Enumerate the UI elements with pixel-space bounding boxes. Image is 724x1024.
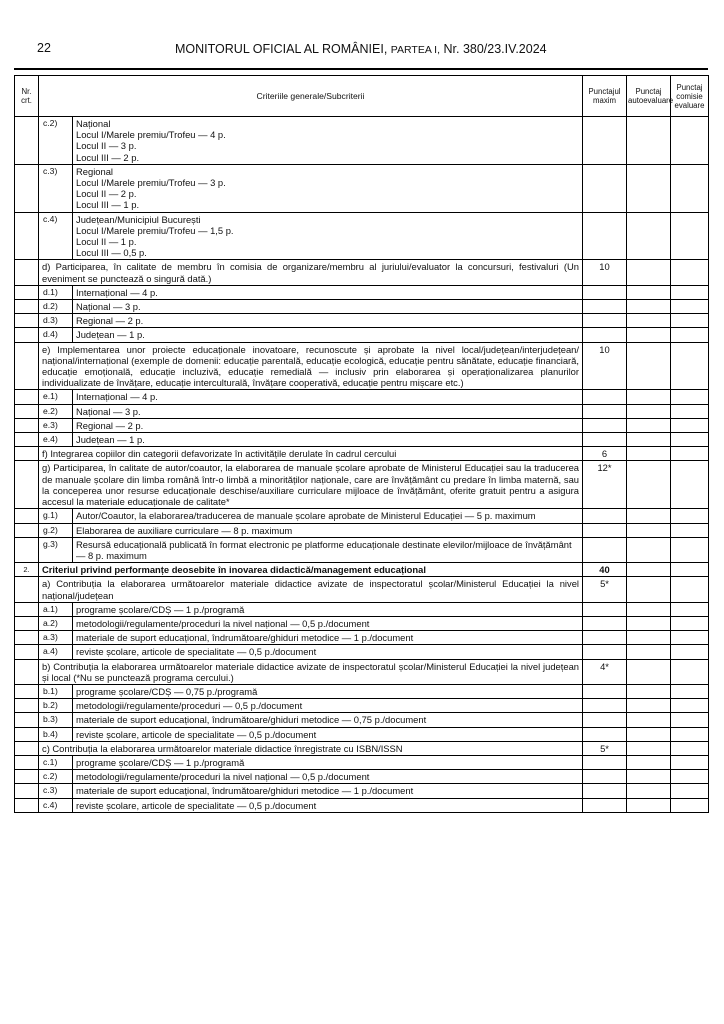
subcriterion-text	[73, 684, 583, 698]
committee-eval-cell	[671, 260, 709, 285]
self-eval-cell	[627, 404, 671, 418]
subcriterion-text	[73, 523, 583, 537]
subcriterion-code: c.4)	[39, 212, 73, 260]
subcriterion-line: materiale de suport educațional, îndrumătoare/ghiduri metodice — 0,75 p./document	[76, 714, 427, 726]
subcriterion-code: d.3)	[39, 314, 73, 328]
self-eval-cell	[627, 577, 671, 602]
committee-eval-cell	[671, 684, 709, 698]
max-points-cell	[583, 713, 627, 727]
row-number-cell	[15, 260, 39, 285]
self-eval-cell	[627, 260, 671, 285]
table-row	[15, 260, 709, 285]
subcriterion-text	[73, 509, 583, 523]
self-eval-cell	[627, 616, 671, 630]
self-eval-cell	[627, 537, 671, 562]
subcriterion-line: Internațional — 4 p.	[76, 286, 158, 298]
row-number-cell	[15, 602, 39, 616]
table-body	[15, 117, 709, 813]
subcriterion-code: a.4)	[39, 645, 73, 659]
max-points-cell	[583, 390, 627, 404]
committee-eval-cell	[671, 164, 709, 212]
subcriterion-text	[73, 314, 583, 328]
committee-eval-cell	[671, 784, 709, 798]
subcriterion-line: materiale de suport educațional, îndrumătoare/ghiduri metodice — 1 p./document	[76, 632, 414, 644]
subcriterion-code: c.2)	[39, 770, 73, 784]
row-number-cell	[15, 784, 39, 798]
row-number-cell	[15, 616, 39, 630]
self-eval-cell	[627, 342, 671, 390]
table-row	[15, 563, 709, 577]
table-row	[15, 212, 709, 260]
subcriterion-line: metodologii/regulamente/proceduri la nivel național — 0,5 p./document	[76, 771, 370, 783]
subcriterion-code: c.3)	[39, 164, 73, 212]
committee-eval-cell	[671, 509, 709, 523]
page-number: 22	[37, 41, 51, 55]
self-eval-cell	[627, 727, 671, 741]
self-eval-cell	[627, 164, 671, 212]
max-points-cell	[583, 784, 627, 798]
table-row	[15, 328, 709, 342]
self-eval-cell	[627, 212, 671, 260]
subcriterion-line: Locul II — 3 p.	[76, 140, 137, 152]
table-row	[15, 602, 709, 616]
subcriterion-code: d.1)	[39, 285, 73, 299]
subcriterion-text	[73, 433, 583, 447]
committee-eval-cell	[671, 404, 709, 418]
committee-eval-cell	[671, 602, 709, 616]
committee-eval-cell	[671, 447, 709, 461]
committee-eval-cell	[671, 212, 709, 260]
self-eval-cell	[627, 798, 671, 812]
page-header	[175, 42, 547, 56]
subcriterion-code: c.4)	[39, 798, 73, 812]
self-eval-cell	[627, 713, 671, 727]
row-number-cell	[15, 713, 39, 727]
subcriterion-code: b.4)	[39, 727, 73, 741]
row-number-cell	[15, 418, 39, 432]
col-header-criteria: Criteriile generale/Subcriterii	[39, 76, 583, 117]
subcriterion-text	[73, 784, 583, 798]
row-number-cell	[15, 770, 39, 784]
subcriterion-line: Locul III — 0,5 p.	[76, 247, 147, 259]
subcriterion-line: Județean/Municipiul București	[76, 213, 201, 225]
self-eval-cell	[627, 433, 671, 447]
header-title: MONITORUL OFICIAL AL ROMÂNIEI,	[175, 42, 388, 56]
row-number-cell	[15, 798, 39, 812]
table-row	[15, 631, 709, 645]
committee-eval-cell	[671, 537, 709, 562]
header-issue: Nr. 380/23.IV.2024	[443, 42, 547, 56]
subcriterion-line: Locul II — 2 p.	[76, 188, 137, 200]
subcriterion-line: programe școlare/CDȘ — 1 p./programă	[76, 603, 245, 615]
max-points-cell	[583, 300, 627, 314]
committee-eval-cell	[671, 328, 709, 342]
committee-eval-cell	[671, 314, 709, 328]
max-points-cell	[583, 418, 627, 432]
criteria-table	[14, 75, 709, 813]
self-eval-cell	[627, 741, 671, 755]
subcriterion-text	[73, 328, 583, 342]
row-number-cell	[15, 537, 39, 562]
table-row	[15, 509, 709, 523]
row-number-cell	[15, 300, 39, 314]
row-number-cell	[15, 699, 39, 713]
max-points-cell: 4*	[583, 659, 627, 684]
table-row	[15, 537, 709, 562]
criterion-text: a) Contribuția la elaborarea următoarelor materiale didactice avizate de inspectoratul școlar/Ministerul Educației la nivel național/județean	[39, 577, 583, 602]
subcriterion-code: b.2)	[39, 699, 73, 713]
self-eval-cell	[627, 523, 671, 537]
criterion-text: d) Participarea, în calitate de membru în comisia de organizare/membru al juriului/evaluator la concursuri, festivaluri (Un eveniment se punctează o singură dată.)	[39, 260, 583, 285]
row-number-cell	[15, 342, 39, 390]
table-row	[15, 314, 709, 328]
subcriterion-text	[73, 713, 583, 727]
subcriterion-line: Locul II — 1 p.	[76, 236, 137, 248]
max-points-cell	[583, 616, 627, 630]
col-header-committee: Punctaj comisie evaluare	[671, 76, 709, 117]
criterion-title: Criteriul privind performanțe deosebite în inovarea didactică/management educațional	[39, 563, 583, 577]
committee-eval-cell	[671, 727, 709, 741]
subcriterion-line: Național — 3 p.	[76, 301, 141, 313]
committee-eval-cell	[671, 699, 709, 713]
self-eval-cell	[627, 418, 671, 432]
subcriterion-text	[73, 602, 583, 616]
table-row	[15, 577, 709, 602]
criterion-text: c) Contribuția la elaborarea următoarelor materiale didactice înregistrate cu ISBN/ISSN	[39, 741, 583, 755]
self-eval-cell	[627, 447, 671, 461]
self-eval-cell	[627, 659, 671, 684]
self-eval-cell	[627, 645, 671, 659]
committee-eval-cell	[671, 770, 709, 784]
table-row	[15, 699, 709, 713]
committee-eval-cell	[671, 741, 709, 755]
committee-eval-cell	[671, 300, 709, 314]
subcriterion-line: Național	[76, 118, 111, 129]
table-header-row	[15, 76, 709, 117]
max-points-cell	[583, 798, 627, 812]
subcriterion-line: Internațional — 4 p.	[76, 391, 158, 403]
subcriterion-text	[73, 285, 583, 299]
header-part: PARTEA I,	[390, 44, 441, 56]
row-number-cell	[15, 314, 39, 328]
subcriterion-line: Resursă educațională publicată în format electronic pe platforme educaționale destinate elevilor/mijloace de învățământ — 8 p. maximum	[76, 538, 572, 561]
subcriterion-code: b.3)	[39, 713, 73, 727]
subcriterion-code: a.1)	[39, 602, 73, 616]
subcriterion-code: g.3)	[39, 537, 73, 562]
subcriterion-line: reviste școlare, articole de specialitate — 0,5 p./document	[76, 799, 317, 811]
committee-eval-cell	[671, 798, 709, 812]
row-number-cell	[15, 447, 39, 461]
table-row	[15, 300, 709, 314]
table-row	[15, 713, 709, 727]
max-points-cell: 40	[583, 563, 627, 577]
max-points-cell	[583, 433, 627, 447]
subcriterion-code: b.1)	[39, 684, 73, 698]
max-points-cell	[583, 602, 627, 616]
committee-eval-cell	[671, 117, 709, 165]
subcriterion-text	[73, 390, 583, 404]
row-number-cell	[15, 390, 39, 404]
max-points-cell	[583, 212, 627, 260]
subcriterion-code: e.4)	[39, 433, 73, 447]
header-rule	[14, 68, 708, 70]
table-row	[15, 342, 709, 390]
committee-eval-cell	[671, 563, 709, 577]
self-eval-cell	[627, 285, 671, 299]
row-number-cell	[15, 328, 39, 342]
row-number-cell: 2.	[15, 563, 39, 577]
self-eval-cell	[627, 563, 671, 577]
subcriterion-text	[73, 537, 583, 562]
subcriterion-line: materiale de suport educațional, îndrumătoare/ghiduri metodice — 1 p./document	[76, 785, 414, 797]
subcriterion-line: reviste școlare, articole de specialitate — 0,5 p./document	[76, 728, 317, 740]
committee-eval-cell	[671, 461, 709, 509]
subcriterion-text	[73, 616, 583, 630]
subcriterion-line: reviste școlare, articole de specialitate — 0,5 p./document	[76, 646, 317, 658]
table-row	[15, 684, 709, 698]
max-points-cell	[583, 684, 627, 698]
max-points-cell	[583, 164, 627, 212]
subcriterion-code: e.3)	[39, 418, 73, 432]
self-eval-cell	[627, 390, 671, 404]
committee-eval-cell	[671, 645, 709, 659]
table-row	[15, 433, 709, 447]
table-row	[15, 755, 709, 769]
row-number-cell	[15, 631, 39, 645]
self-eval-cell	[627, 684, 671, 698]
table-row	[15, 798, 709, 812]
subcriterion-code: a.3)	[39, 631, 73, 645]
subcriterion-line: programe școlare/CDȘ — 1 p./programă	[76, 756, 245, 768]
subcriterion-text	[73, 117, 583, 165]
subcriterion-text	[73, 699, 583, 713]
subcriterion-code: d.2)	[39, 300, 73, 314]
table-row	[15, 447, 709, 461]
row-number-cell	[15, 645, 39, 659]
committee-eval-cell	[671, 616, 709, 630]
committee-eval-cell	[671, 713, 709, 727]
subcriterion-line: metodologii/regulamente/proceduri la nivel național — 0,5 p./document	[76, 617, 370, 629]
max-points-cell	[583, 645, 627, 659]
committee-eval-cell	[671, 659, 709, 684]
self-eval-cell	[627, 699, 671, 713]
table-row	[15, 645, 709, 659]
max-points-cell: 10	[583, 342, 627, 390]
max-points-cell	[583, 537, 627, 562]
subcriterion-line: Județean — 1 p.	[76, 434, 145, 446]
row-number-cell	[15, 509, 39, 523]
table-row	[15, 285, 709, 299]
subcriterion-code: g.2)	[39, 523, 73, 537]
max-points-cell	[583, 631, 627, 645]
subcriterion-line: Locul I/Marele premiu/Trofeu — 4 p.	[76, 129, 226, 141]
row-number-cell	[15, 212, 39, 260]
max-points-cell	[583, 523, 627, 537]
table-row	[15, 404, 709, 418]
row-number-cell	[15, 164, 39, 212]
self-eval-cell	[627, 117, 671, 165]
table-row	[15, 117, 709, 165]
committee-eval-cell	[671, 342, 709, 390]
table-row	[15, 741, 709, 755]
subcriterion-line: Elaborarea de auxiliare curriculare — 8 p. maximum	[76, 524, 293, 536]
subcriterion-line: metodologii/regulamente/proceduri — 0,5 p./document	[76, 700, 303, 712]
max-points-cell	[583, 755, 627, 769]
self-eval-cell	[627, 314, 671, 328]
committee-eval-cell	[671, 390, 709, 404]
table-row	[15, 390, 709, 404]
self-eval-cell	[627, 755, 671, 769]
max-points-cell	[583, 328, 627, 342]
subcriterion-code: e.2)	[39, 404, 73, 418]
self-eval-cell	[627, 770, 671, 784]
subcriterion-text	[73, 645, 583, 659]
subcriterion-line: Locul I/Marele premiu/Trofeu — 3 p.	[76, 177, 226, 189]
committee-eval-cell	[671, 285, 709, 299]
max-points-cell	[583, 314, 627, 328]
subcriterion-line: Județean — 1 p.	[76, 329, 145, 341]
table-row	[15, 461, 709, 509]
row-number-cell	[15, 741, 39, 755]
self-eval-cell	[627, 328, 671, 342]
col-header-max: Punctajul maxim	[583, 76, 627, 117]
max-points-cell	[583, 404, 627, 418]
subcriterion-code: e.1)	[39, 390, 73, 404]
table-row	[15, 418, 709, 432]
criterion-text: b) Contribuția la elaborarea următoarelor materiale didactice avizate de inspectoratul școlar/Ministerul Educației la nivel județean și local (*Nu se punctează programa cercului.)	[39, 659, 583, 684]
max-points-cell: 10	[583, 260, 627, 285]
subcriterion-text	[73, 300, 583, 314]
self-eval-cell	[627, 784, 671, 798]
self-eval-cell	[627, 602, 671, 616]
subcriterion-code: d.4)	[39, 328, 73, 342]
row-number-cell	[15, 117, 39, 165]
subcriterion-text	[73, 770, 583, 784]
subcriterion-code: a.2)	[39, 616, 73, 630]
table-row	[15, 659, 709, 684]
col-header-nr: Nr. crt.	[15, 76, 39, 117]
committee-eval-cell	[671, 631, 709, 645]
self-eval-cell	[627, 509, 671, 523]
subcriterion-line: Locul III — 1 p.	[76, 199, 140, 211]
max-points-cell	[583, 285, 627, 299]
col-header-self: Punctaj autoevaluare	[627, 76, 671, 117]
subcriterion-line: Locul I/Marele premiu/Trofeu — 1,5 p.	[76, 224, 234, 236]
row-number-cell	[15, 577, 39, 602]
table-row	[15, 523, 709, 537]
self-eval-cell	[627, 300, 671, 314]
committee-eval-cell	[671, 418, 709, 432]
self-eval-cell	[627, 461, 671, 509]
max-points-cell	[583, 699, 627, 713]
row-number-cell	[15, 684, 39, 698]
table-row	[15, 727, 709, 741]
subcriterion-text	[73, 164, 583, 212]
subcriterion-code: c.3)	[39, 784, 73, 798]
max-points-cell: 5*	[583, 577, 627, 602]
subcriterion-text	[73, 212, 583, 260]
table-row	[15, 616, 709, 630]
subcriterion-text	[73, 798, 583, 812]
subcriterion-text	[73, 418, 583, 432]
criterion-text: g) Participarea, în calitate de autor/coautor, la elaborarea de manuale școlare aprobate de Ministerul Educației sau la traducerea de manuale școlare din limba română într-o limbă a minorităților naționale, care are învățământ cu predare în limba maternă, sau la conceperea unor resurse educaționale deschise/auxiliare curriculare mijloace de învățământ, oferite gratuit pentru a asigura accesul la materiale educaționale de calitate*	[39, 461, 583, 509]
subcriterion-line: Regional — 2 p.	[76, 315, 144, 327]
committee-eval-cell	[671, 433, 709, 447]
subcriterion-text	[73, 404, 583, 418]
committee-eval-cell	[671, 755, 709, 769]
row-number-cell	[15, 659, 39, 684]
table-row	[15, 770, 709, 784]
row-number-cell	[15, 727, 39, 741]
self-eval-cell	[627, 631, 671, 645]
criterion-text: f) Integrarea copiilor din categorii defavorizate în activitățile derulate în cadrul cercului	[39, 447, 583, 461]
row-number-cell	[15, 523, 39, 537]
row-number-cell	[15, 433, 39, 447]
subcriterion-code: c.2)	[39, 117, 73, 165]
subcriterion-line: Autor/Coautor, la elaborarea/traducerea de manuale școlare aprobate de Ministerul Educației — 5 p. maximum	[76, 510, 536, 522]
row-number-cell	[15, 404, 39, 418]
max-points-cell: 6	[583, 447, 627, 461]
committee-eval-cell	[671, 523, 709, 537]
max-points-cell	[583, 727, 627, 741]
subcriterion-text	[73, 631, 583, 645]
subcriterion-code: c.1)	[39, 755, 73, 769]
max-points-cell	[583, 117, 627, 165]
row-number-cell	[15, 285, 39, 299]
table-row	[15, 784, 709, 798]
subcriterion-line: Regional	[76, 165, 114, 177]
subcriterion-code: g.1)	[39, 509, 73, 523]
table-row	[15, 164, 709, 212]
subcriterion-text	[73, 727, 583, 741]
max-points-cell: 12*	[583, 461, 627, 509]
committee-eval-cell	[671, 577, 709, 602]
criterion-text: e) Implementarea unor proiecte educaționale inovatoare, recunoscute și aprobate la nivel local/județean/interjudețean/ național/internațional (exemple de domenii: educație parentală, educație ecologică, educație pentru sănătate, educație financiară, educație emoțională, educație incluzivă, educație remedială — inclusiv prin elaborarea și operaționalizarea planurilor individualizate de învățare, educație interculturală, învățare cooperativă, educație pentru mișcare etc.)	[39, 342, 583, 390]
subcriterion-line: programe școlare/CDȘ — 0,75 p./programă	[76, 685, 258, 697]
subcriterion-line: Național — 3 p.	[76, 405, 141, 417]
row-number-cell	[15, 461, 39, 509]
subcriterion-line: Locul III — 2 p.	[76, 151, 140, 163]
max-points-cell	[583, 770, 627, 784]
row-number-cell	[15, 755, 39, 769]
subcriterion-text	[73, 755, 583, 769]
max-points-cell: 5*	[583, 741, 627, 755]
max-points-cell	[583, 509, 627, 523]
subcriterion-line: Regional — 2 p.	[76, 419, 144, 431]
